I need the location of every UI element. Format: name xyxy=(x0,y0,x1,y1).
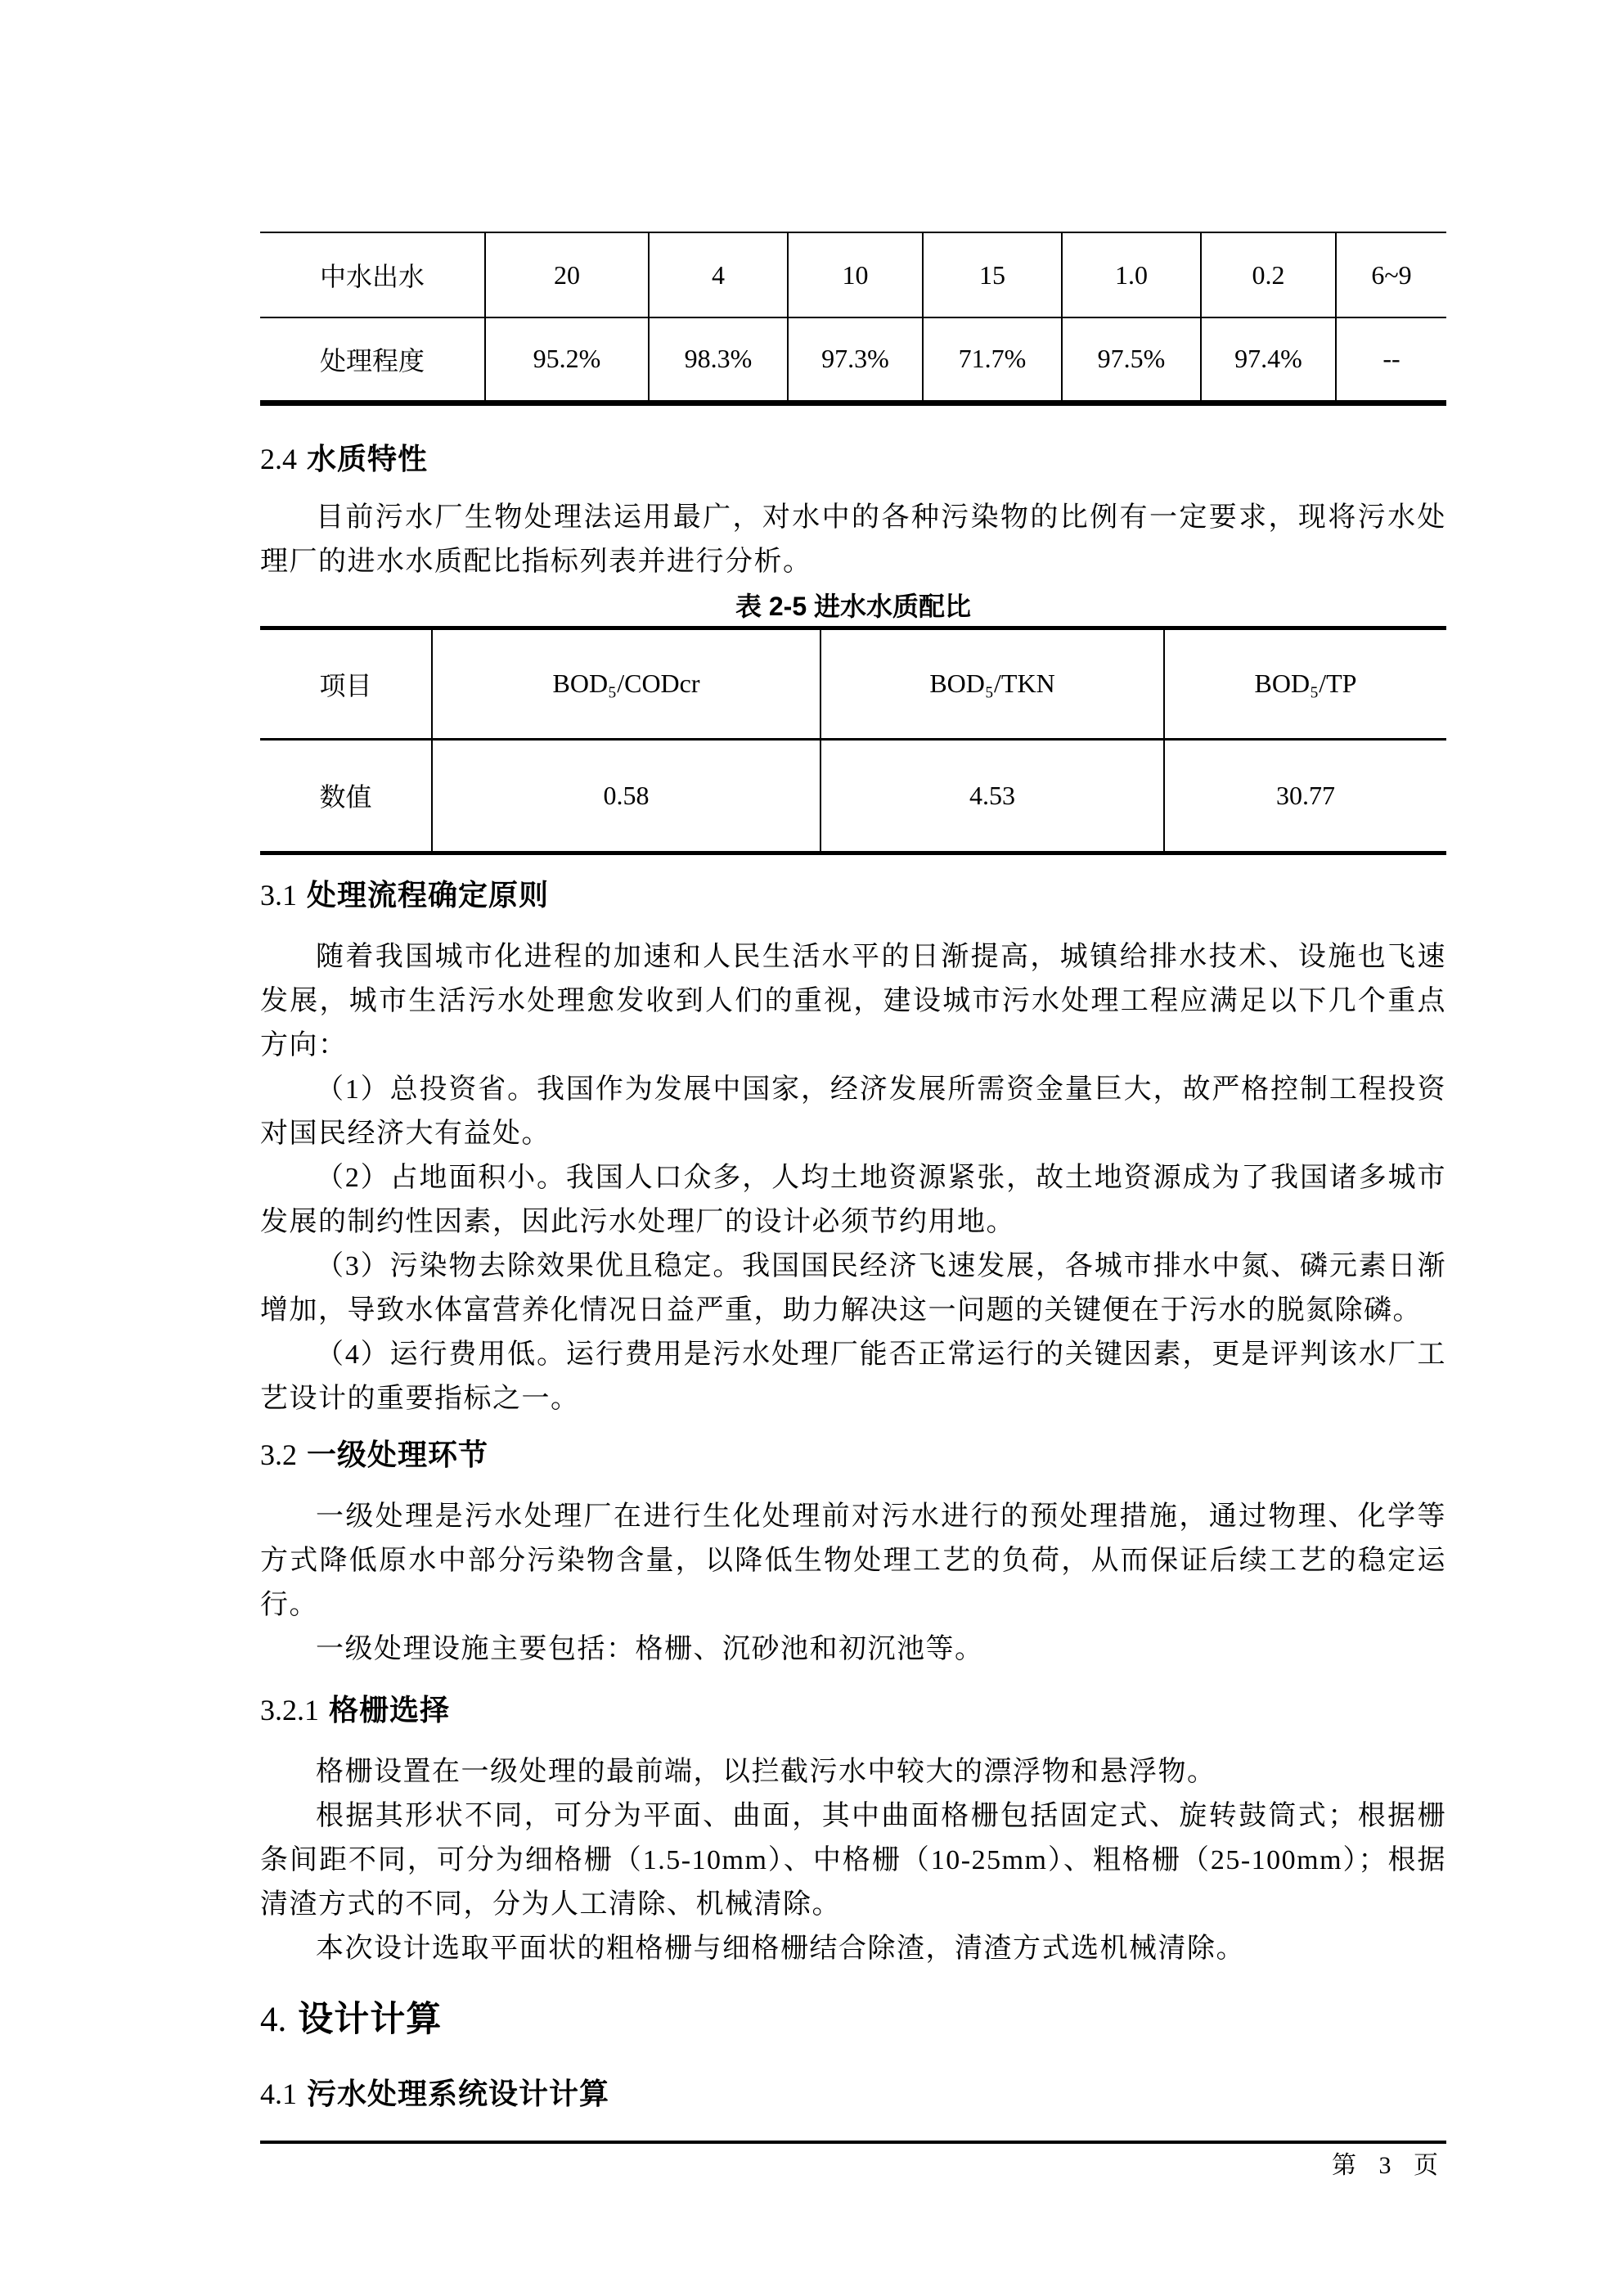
table-2-5-caption: 表 2-5 进水水质配比 xyxy=(735,591,972,621)
table-cell: 15 xyxy=(923,232,1062,317)
table-cell: 97.4% xyxy=(1201,317,1336,403)
table-cell: 处理程度 xyxy=(319,345,425,376)
section-number: 3.2 xyxy=(260,1438,297,1471)
table-cell: BOD₅/TP xyxy=(1164,628,1446,739)
paragraph: 一级处理是污水处理厂在进行生化处理前对污水进行的预处理措施，通过物理、化学等方式降低原水中部分污染物含量，以降低生物处理工艺的负荷，从而保证后续工艺的稳定运行。 xyxy=(260,1501,1446,1620)
table-cell: 71.7% xyxy=(923,317,1062,403)
section-title: 格栅选择 xyxy=(329,1692,451,1727)
list-item: （2）占地面积小。我国人口众多，人均土地资源紧张，故土地资源成为了我国诸多城市发展的制约性因素，因此污水处理厂的设计必须节约用地。 xyxy=(260,1162,1446,1237)
section-number: 4.1 xyxy=(260,2077,297,2110)
table-cell: 95.2% xyxy=(485,317,649,403)
table-cell: 4.53 xyxy=(820,739,1164,853)
table-cell: 1.0 xyxy=(1062,232,1201,317)
section-heading-4-1 xyxy=(260,2075,1446,2113)
table-row xyxy=(260,317,1446,403)
water-quality-continuation-table xyxy=(260,232,1446,406)
table-cell: 97.3% xyxy=(788,317,923,403)
page-number: 第 3 页 xyxy=(1332,2152,1446,2179)
influent-ratio-table xyxy=(260,626,1446,855)
section-number: 3.1 xyxy=(260,878,297,912)
section-heading-2-4 xyxy=(260,440,1446,478)
table-row xyxy=(260,628,1446,739)
table-cell: 6~9 xyxy=(1336,232,1446,317)
table-cell: 数值 xyxy=(319,782,372,812)
table-cell: 4 xyxy=(649,232,788,317)
table-cell: 20 xyxy=(485,232,649,317)
list-item: （4）运行费用低。运行费用是污水处理厂能否正常运行的关键因素，更是评判该水厂工艺设计的重要指标之一。 xyxy=(260,1339,1446,1414)
paragraph: 随着我国城市化进程的加速和人民生活水平的日渐提高，城镇给排水技术、设施也飞速发展，城市生活污水处理愈发收到人们的重视，建设城市污水处理工程应满足以下几个重点方向： xyxy=(260,941,1446,1060)
section-title: 污水处理系统设计计算 xyxy=(307,2076,610,2110)
table-cell: -- xyxy=(1336,317,1446,403)
table-cell: 0.58 xyxy=(432,739,820,853)
page-content xyxy=(260,0,1446,2113)
section-number: 4. xyxy=(260,2000,287,2039)
paragraph: 目前污水厂生物处理法运用最广，对水中的各种污染物的比例有一定要求，现将污水处理厂的进水水质配比指标列表并进行分析。 xyxy=(260,502,1446,577)
section-title: 水质特性 xyxy=(307,441,429,475)
table-cell: 98.3% xyxy=(649,317,788,403)
list-item: （3）污染物去除效果优且稳定。我国国民经济飞速发展，各城市排水中氮、磷元素日渐增加，导致水体富营养化情况日益严重，助力解决这一问题的关键便在于污水的脱氮除磷。 xyxy=(260,1250,1446,1326)
paragraph: 本次设计选取平面状的粗格栅与细格栅结合除渣，清渣方式选机械清除。 xyxy=(316,1933,1245,1964)
section-heading-3-2 xyxy=(260,1436,1446,1474)
section-title: 处理流程确定原则 xyxy=(307,877,550,912)
paragraph: 格栅设置在一级处理的最前端，以拦截污水中较大的漂浮物和悬浮物。 xyxy=(316,1756,1216,1787)
section-title: 一级处理环节 xyxy=(307,1437,489,1471)
section-number: 3.2.1 xyxy=(260,1693,319,1727)
section-heading-3-2-1 xyxy=(260,1691,1446,1729)
table-row xyxy=(260,232,1446,317)
page-footer xyxy=(260,2141,1446,2180)
section-title: 设计计算 xyxy=(298,1999,443,2039)
paragraph: 根据其形状不同，可分为平面、曲面，其中曲面格栅包括固定式、旋转鼓筒式；根据栅条间距不同，可分为细格栅（1.5-10mm）、中格栅（10-25mm）、粗格栅（25-100mm）；根据清渣方式的不同，分为人工清除、机械清除。 xyxy=(260,1800,1446,1920)
paragraph: 一级处理设施主要包括：格栅、沉砂池和初沉池等。 xyxy=(316,1633,984,1664)
section-heading-3-1 xyxy=(260,876,1446,914)
section-number: 2.4 xyxy=(260,442,297,475)
table-cell: 97.5% xyxy=(1062,317,1201,403)
table-cell: 30.77 xyxy=(1164,739,1446,853)
table-cell: 0.2 xyxy=(1201,232,1336,317)
table-row xyxy=(260,739,1446,853)
section-heading-4 xyxy=(260,1997,1446,2042)
table-cell: 项目 xyxy=(319,670,372,700)
table-cell: BOD₅/TKN xyxy=(820,628,1164,739)
table-cell: 中水出水 xyxy=(319,262,425,291)
list-item: （1）总投资省。我国作为发展中国家，经济发展所需资金量巨大，故严格控制工程投资对国民经济大有益处。 xyxy=(260,1074,1446,1149)
table-cell: BOD₅/CODcr xyxy=(432,628,820,739)
table-cell: 10 xyxy=(788,232,923,317)
